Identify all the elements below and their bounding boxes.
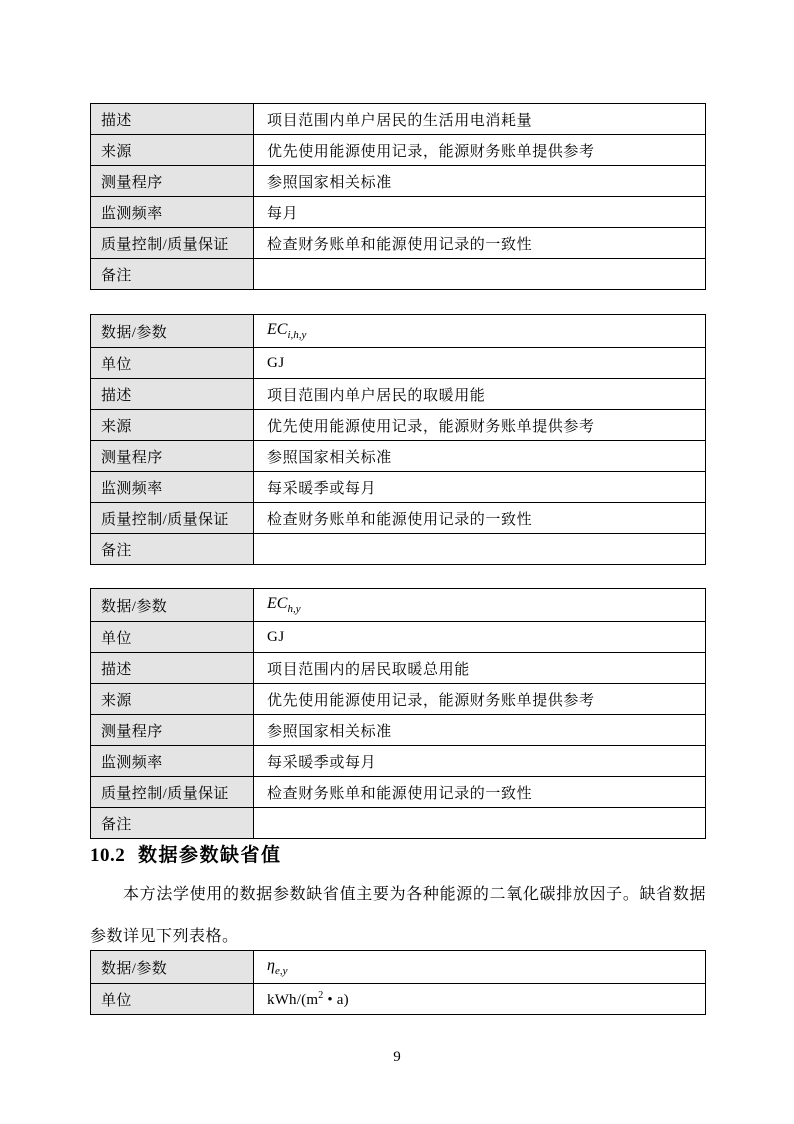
table-row <box>91 259 706 290</box>
table-row <box>91 315 706 348</box>
table-row <box>91 166 706 197</box>
row-value <box>254 984 706 1015</box>
table-row <box>91 379 706 410</box>
table-row <box>91 534 706 565</box>
row-value <box>254 534 706 565</box>
row-label: 测量程序 <box>91 441 254 472</box>
section-number: 10.2 <box>90 845 126 866</box>
row-label: 来源 <box>91 684 254 715</box>
row-value: 参照国家相关标准 <box>254 715 706 746</box>
row-label: 监测频率 <box>91 197 254 228</box>
row-label: 监测频率 <box>91 746 254 777</box>
table-row <box>91 746 706 777</box>
table-row <box>91 104 706 135</box>
row-label: 描述 <box>91 104 254 135</box>
row-value: 每采暖季或每月 <box>254 472 706 503</box>
row-label: 备注 <box>91 534 254 565</box>
table-row <box>91 808 706 839</box>
row-value <box>254 259 706 290</box>
table-row <box>91 228 706 259</box>
row-label: 单位 <box>91 622 254 653</box>
row-value: 项目范围内单户居民的取暖用能 <box>254 379 706 410</box>
row-label: 测量程序 <box>91 166 254 197</box>
row-label: 测量程序 <box>91 715 254 746</box>
table-row <box>91 684 706 715</box>
row-label: 描述 <box>91 379 254 410</box>
row-label: 数据/参数 <box>91 951 254 984</box>
parameter-symbol: $EC_{i,h,y}$ <box>267 320 307 342</box>
row-label: 质量控制/质量保证 <box>91 228 254 259</box>
row-value <box>254 589 706 622</box>
row-value: GJ <box>254 622 706 653</box>
table-row <box>91 653 706 684</box>
row-value: 检查财务账单和能源使用记录的一致性 <box>254 228 706 259</box>
row-label: 质量控制/质量保证 <box>91 777 254 808</box>
table-row <box>91 472 706 503</box>
row-value: 每采暖季或每月 <box>254 746 706 777</box>
row-label: 备注 <box>91 259 254 290</box>
table-row <box>91 589 706 622</box>
row-value: GJ <box>254 348 706 379</box>
parameter-table-ec-ihy <box>90 314 706 565</box>
row-value: 参照国家相关标准 <box>254 166 706 197</box>
row-value: 优先使用能源使用记录，能源财务账单提供参考 <box>254 410 706 441</box>
table-row <box>91 348 706 379</box>
row-value <box>254 315 706 348</box>
row-label: 来源 <box>91 410 254 441</box>
row-value: 优先使用能源使用记录，能源财务账单提供参考 <box>254 135 706 166</box>
parameter-table-eta-ey <box>90 950 706 1015</box>
section-title: 数据参数缺省值 <box>138 845 282 866</box>
row-value: 每月 <box>254 197 706 228</box>
row-value: 检查财务账单和能源使用记录的一致性 <box>254 777 706 808</box>
row-value: 项目范围内的居民取暖总用能 <box>254 653 706 684</box>
row-label: 数据/参数 <box>91 589 254 622</box>
table-row <box>91 503 706 534</box>
row-value: 检查财务账单和能源使用记录的一致性 <box>254 503 706 534</box>
row-value <box>254 808 706 839</box>
table-row <box>91 777 706 808</box>
parameter-symbol: $EC_{h,y}$ <box>267 594 301 616</box>
row-label: 数据/参数 <box>91 315 254 348</box>
table-row <box>91 622 706 653</box>
row-label: 单位 <box>91 348 254 379</box>
parameter-table-electricity-consumption <box>90 103 706 290</box>
row-value: 项目范围内单户居民的生活用电消耗量 <box>254 104 706 135</box>
table-row <box>91 984 706 1015</box>
row-label: 单位 <box>91 984 254 1015</box>
parameter-symbol: $\eta_{e,y}$ <box>267 956 288 978</box>
table-row <box>91 135 706 166</box>
row-value <box>254 951 706 984</box>
row-label: 质量控制/质量保证 <box>91 503 254 534</box>
row-value: 优先使用能源使用记录，能源财务账单提供参考 <box>254 684 706 715</box>
row-value: 参照国家相关标准 <box>254 441 706 472</box>
unit-value: kWh/($m^2$ • a) <box>267 989 349 1008</box>
parameter-table-ec-hy <box>90 588 706 839</box>
row-label: 来源 <box>91 135 254 166</box>
row-label: 监测频率 <box>91 472 254 503</box>
table-row <box>91 197 706 228</box>
row-label: 描述 <box>91 653 254 684</box>
table-row <box>91 441 706 472</box>
table-row <box>91 951 706 984</box>
table-row <box>91 410 706 441</box>
row-label: 备注 <box>91 808 254 839</box>
body-paragraph: 本方法学使用的数据参数缺省值主要为各种能源的二氧化碳排放因子。缺省数据参数详见下列表格。 <box>90 886 706 945</box>
table-row <box>91 715 706 746</box>
page-number: 9 <box>393 1049 401 1065</box>
section-heading <box>90 842 282 870</box>
